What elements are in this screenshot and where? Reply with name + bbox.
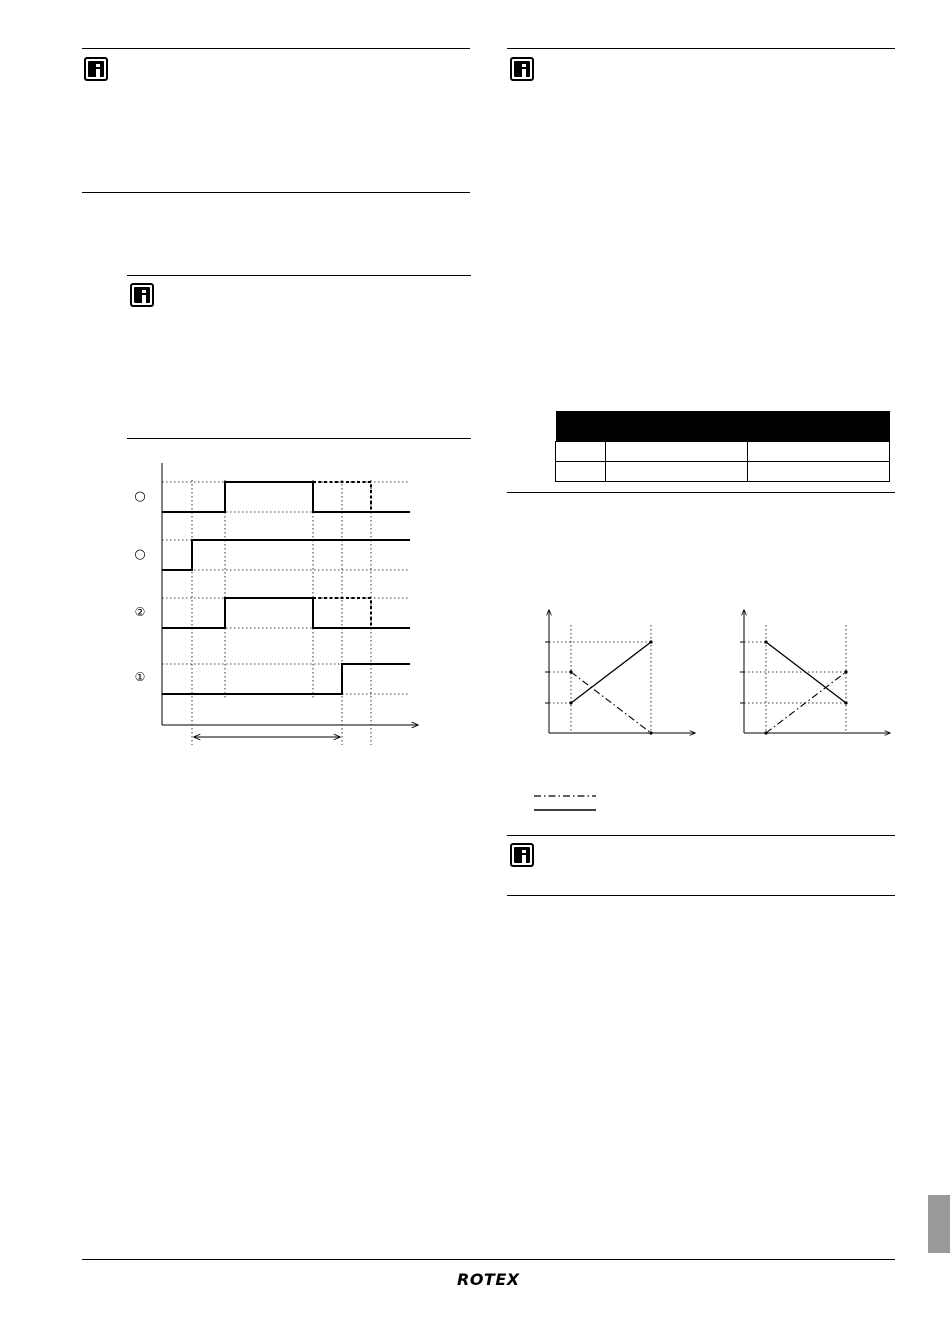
table-header-cell [556, 411, 606, 442]
rotex-logo: ROTEX [457, 1270, 520, 1289]
table-header-cell [606, 411, 748, 442]
info-icon [130, 283, 154, 307]
signal-row-2 [162, 540, 410, 570]
right-note-top-rule [507, 835, 895, 836]
data-table [555, 411, 890, 482]
timing-diagram [120, 455, 430, 750]
left-top-rule [82, 48, 470, 49]
graph-left-dashdot-line [571, 672, 651, 733]
row-marker-3: ② [134, 605, 146, 619]
signal-row-3 [162, 598, 410, 628]
table-row [556, 462, 890, 482]
table-cell [606, 442, 748, 462]
signal-row-4 [162, 664, 410, 694]
info-icon [84, 57, 108, 81]
indented-note-bottom-rule [127, 438, 471, 439]
footer-rule [82, 1259, 895, 1260]
right-note-bottom-rule [507, 895, 895, 896]
right-section-rule [507, 492, 895, 493]
row-marker-2: ○ [134, 547, 146, 562]
graph-left-solid-line [571, 642, 651, 703]
graph-right [735, 605, 895, 745]
table-cell [748, 462, 890, 482]
graph-right-dashdot-line [766, 672, 846, 733]
chapter-side-tab [928, 1195, 950, 1253]
right-top-rule [507, 48, 895, 49]
row-marker-4: ① [134, 670, 146, 684]
table-cell [556, 462, 606, 482]
indented-note-top-rule [127, 275, 471, 276]
info-icon [510, 843, 534, 867]
table-cell [606, 462, 748, 482]
info-icon [510, 57, 534, 81]
graph-left [540, 605, 700, 745]
row-marker-1: ○ [134, 489, 146, 504]
table-header-cell [748, 411, 890, 442]
table-header-row [556, 411, 890, 442]
graph-right-solid-line [766, 642, 846, 703]
graph-legend [532, 788, 602, 816]
signal-row-1 [162, 482, 410, 512]
table-cell [556, 442, 606, 462]
table-cell [748, 442, 890, 462]
left-note-bottom-rule [82, 192, 470, 193]
table-row [556, 442, 890, 462]
